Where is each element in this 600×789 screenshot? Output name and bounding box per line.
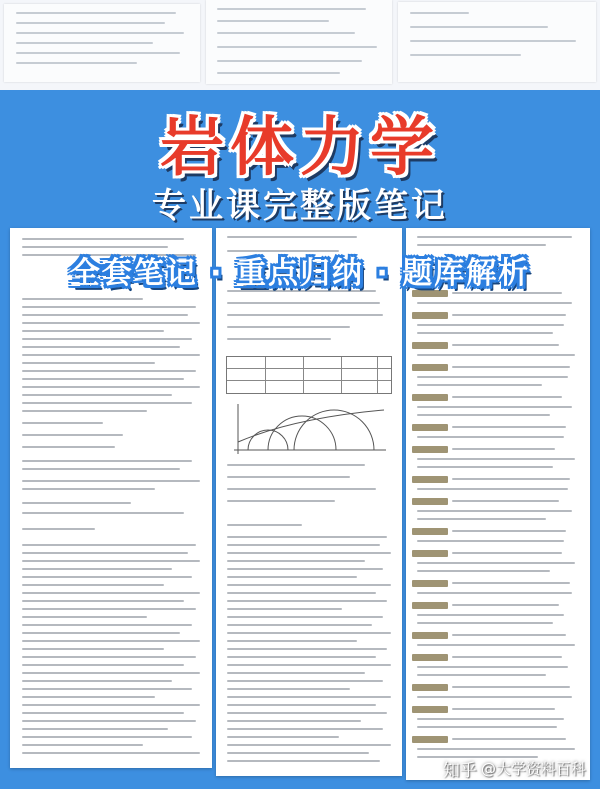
watermark-site: 知乎 xyxy=(442,761,477,781)
notes-collage xyxy=(10,228,590,780)
feature-banner: 全套笔记 · 重点归纳 · 题库解析 xyxy=(69,256,531,291)
notes-page-left xyxy=(10,228,212,768)
notes-page-right xyxy=(406,228,590,780)
watermark-author: @大学资料百科 xyxy=(480,760,586,778)
poster-title: 岩体力学 xyxy=(160,111,440,185)
notes-page-middle xyxy=(216,228,402,776)
mohr-circle-figure xyxy=(224,398,392,460)
stress-table xyxy=(226,356,392,394)
poster-subtitle: 专业课完整版笔记 xyxy=(152,186,448,226)
document-page-right xyxy=(398,2,596,82)
document-page-middle xyxy=(206,0,392,84)
document-page-left xyxy=(4,4,200,82)
watermark xyxy=(443,756,586,781)
